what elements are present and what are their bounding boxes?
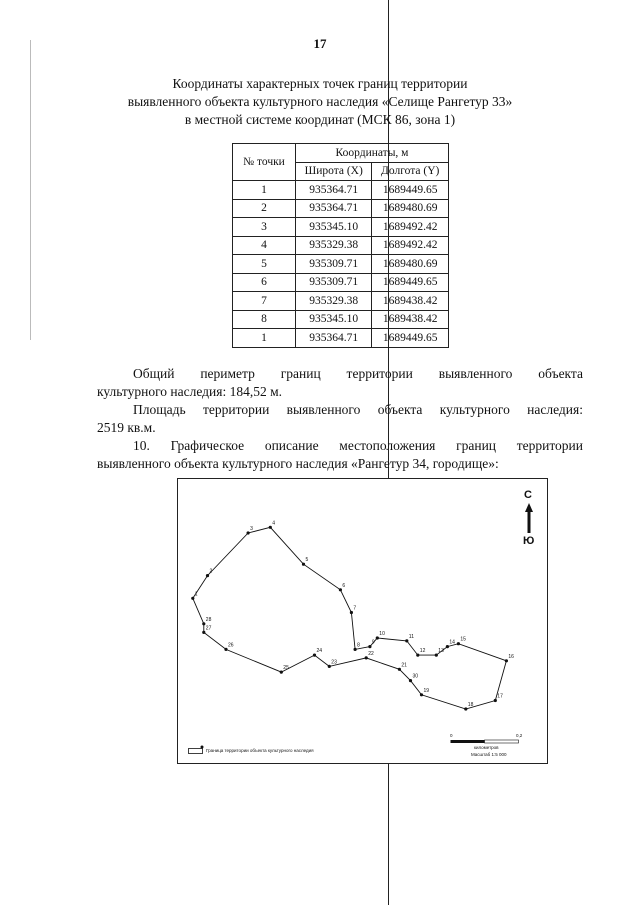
- section-10-paragraph: [97, 437, 583, 473]
- coord-y: 1689438.42: [372, 292, 449, 311]
- section-line: 10. Графическое описание местоположения границ территории: [133, 438, 583, 453]
- header-coordinates: Координаты, м: [296, 144, 449, 163]
- boundary-polygon: [193, 527, 507, 709]
- boundary-map: [177, 478, 548, 764]
- coordinates-table: [232, 143, 449, 348]
- table-row: [233, 292, 449, 311]
- boundary-point-label: 10: [379, 631, 385, 637]
- title-line: выявленного объекта культурного наследия «Селище Рангетур 33»: [127, 94, 513, 109]
- point-number: 1: [233, 181, 296, 200]
- point-number: 3: [233, 218, 296, 237]
- coord-y: 1689492.42: [372, 218, 449, 237]
- boundary-point-label: 9: [371, 639, 375, 646]
- boundary-point-label: 23: [331, 659, 337, 666]
- header-latitude: Широта (X): [296, 162, 372, 181]
- point-number: 2: [233, 199, 296, 218]
- point-number: 8: [233, 310, 296, 329]
- coord-x: 935345.10: [296, 310, 372, 329]
- coord-y: 1689449.65: [372, 181, 449, 200]
- boundary-point-label: 5: [305, 557, 309, 564]
- coord-x: 935309.71: [296, 273, 372, 292]
- boundary-point-label: 17: [497, 693, 503, 700]
- boundary-point-label: 15: [460, 636, 466, 643]
- boundary-point-label: 21: [401, 662, 407, 669]
- legend-boundary-symbol: [188, 745, 204, 755]
- scan-edge-mark: [30, 40, 31, 340]
- table-title: [100, 75, 540, 129]
- boundary-point-label: 14: [449, 639, 455, 646]
- boundary-point-label: 4: [272, 520, 276, 527]
- boundary-point-label: 18: [467, 702, 474, 708]
- scale-unit-label: километров: [474, 745, 499, 750]
- perimeter-line: Общий периметр границ территории выявленного объекта: [133, 366, 583, 381]
- header-point-number: № точки: [233, 144, 296, 181]
- coord-x: 935329.38: [296, 292, 372, 311]
- section-line: выявленного объекта культурного наследия «Рангетур 34, городище»:: [97, 456, 499, 471]
- boundary-point-label: 22: [368, 650, 374, 657]
- point-number: 5: [233, 255, 296, 274]
- boundary-point-label: 13: [438, 648, 444, 655]
- boundary-point-label: 2: [209, 568, 213, 575]
- coord-x: 935329.38: [296, 236, 372, 255]
- boundary-point-label: 8: [357, 642, 360, 649]
- table-row: [233, 273, 449, 292]
- area-line: 2519 кв.м.: [97, 420, 156, 435]
- boundary-map-canvas: [178, 479, 547, 763]
- boundary-point-label: 28: [205, 616, 212, 623]
- coord-x: 935345.10: [296, 218, 372, 237]
- area-line: Площадь территории выявленного объекта культурного наследия:: [133, 402, 583, 417]
- scale-ratio-label: Масштаб 1:5 000: [471, 752, 507, 757]
- scale-zero-label: 0: [450, 733, 453, 738]
- title-line: в местной системе координат (МСК 86, зона 1): [184, 112, 456, 127]
- coord-y: 1689492.42: [372, 236, 449, 255]
- coord-x: 935364.71: [296, 199, 372, 218]
- coord-y: 1689438.42: [372, 310, 449, 329]
- page-number: 17: [313, 36, 327, 51]
- scale-max-label: 0,2: [516, 733, 523, 738]
- boundary-point-label: 6: [342, 582, 346, 589]
- title-line: Координаты характерных точек границ территории: [172, 76, 468, 91]
- point-number: 1: [233, 329, 296, 348]
- boundary-point-label: 24: [316, 648, 323, 655]
- table-row: [233, 310, 449, 329]
- table-row: [233, 218, 449, 237]
- north-arrow-icon: [524, 503, 534, 535]
- coord-x: 935309.71: [296, 255, 372, 274]
- header-longitude: Долгота (Y): [372, 162, 449, 181]
- boundary-point-label: 26: [228, 642, 234, 649]
- boundary-point-label: 7: [353, 605, 357, 612]
- table-row: [233, 199, 449, 218]
- coord-x: 935364.71: [296, 181, 372, 200]
- table-row: [233, 329, 449, 348]
- area-paragraph: [97, 401, 583, 437]
- coord-y: 1689480.69: [372, 255, 449, 274]
- perimeter-paragraph: [97, 365, 583, 401]
- boundary-point-label: 30: [412, 673, 419, 680]
- table-row: [233, 181, 449, 200]
- point-number: 6: [233, 273, 296, 292]
- coord-x: 935364.71: [296, 329, 372, 348]
- north-label: С: [524, 489, 532, 501]
- boundary-point-label: 1: [194, 591, 198, 598]
- south-label: Ю: [523, 535, 535, 547]
- legend-label: Граница территории объекта культурного наследия: [206, 748, 314, 753]
- coord-y: 1689449.65: [372, 329, 449, 348]
- boundary-point-label: 25: [283, 665, 289, 672]
- boundary-point-label: 3: [250, 526, 253, 532]
- coord-y: 1689480.69: [372, 199, 449, 218]
- boundary-point-label: 19: [423, 687, 430, 694]
- boundary-point-label: 16: [508, 653, 514, 660]
- table-row: [233, 255, 449, 274]
- boundary-point-label: 27: [205, 625, 212, 632]
- point-number: 4: [233, 236, 296, 255]
- boundary-point-label: 12: [419, 648, 426, 655]
- boundary-point-label: 11: [408, 633, 415, 640]
- point-number: 7: [233, 292, 296, 311]
- perimeter-line: культурного наследия: 184,52 м.: [97, 384, 283, 399]
- table-row: [233, 236, 449, 255]
- coord-y: 1689449.65: [372, 273, 449, 292]
